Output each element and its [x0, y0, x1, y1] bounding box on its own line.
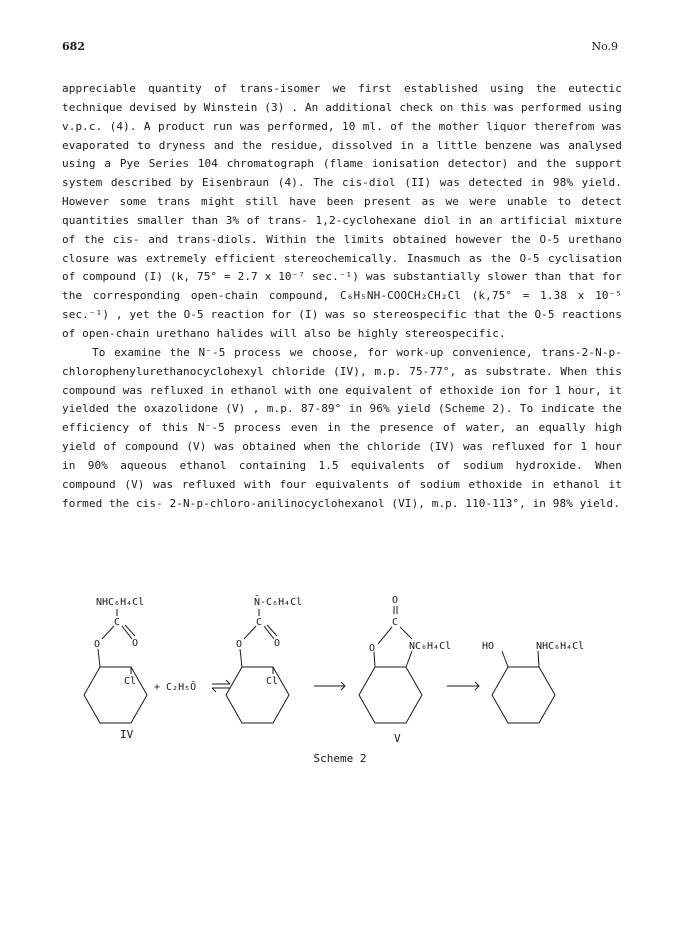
anion-chlorine: Cl	[266, 676, 279, 687]
anion-carbonyl-carbon: C	[256, 617, 263, 628]
body-text	[62, 80, 622, 513]
label-iv: IV	[120, 728, 134, 741]
v-substituent: NC₆H₄Cl	[409, 641, 452, 652]
page-number: 682	[62, 40, 85, 53]
anion-ester-oxygen: O	[236, 639, 243, 650]
ring-v	[359, 667, 422, 723]
journal-issue: No.9	[591, 40, 618, 53]
ring-anion	[226, 667, 289, 723]
v-carbonyl-carbon: C	[392, 617, 399, 628]
iv-carbonyl-oxygen: O	[132, 638, 139, 649]
paragraph-2: To examine the N⁻-5 process we choose, for work-up convenience, trans-2-N-p-chlorophenylurethanocyclohexyl chloride (IV), m.p. 75-77°, as substrate. When this compound was refluxed in ethanol with one equivalent of ethoxide ion for 1 hour, it yielded the oxazolidone (V) , m.p. 87-89° in 96% yield (Scheme 2). To indicate the efficiency of this N⁻-5 process even in the presence of water, an equally high yield of compound (V) was obtained when the chloride (IV) was refluxed for 1 hour in 90% aqueous ethanol containing 1.5 equivalents of sodium hydroxide. When compound (V) was refluxed with four equivalents of sodium ethoxide in ethanol it formed the cis- 2-N-p-chloro-anilinocyclohexanol (VI), m.p. 110-113°, in 98% yield.	[62, 345, 622, 510]
anion-substituent: N̄-C₆H₄Cl	[254, 597, 303, 608]
iv-carbonyl-carbon: C	[114, 617, 121, 628]
ring-vi	[492, 667, 555, 723]
iv-substituent: NHC₆H₄Cl	[96, 597, 145, 608]
ring-iv	[84, 667, 147, 723]
vi-hydroxyl: HO	[482, 641, 495, 652]
vi-substituent: NHC₆H₄Cl	[536, 641, 585, 652]
ethoxide-reagent: + C₂H₅Ō	[154, 682, 197, 693]
v-ring-oxygen: O	[369, 643, 376, 654]
iv-ester-oxygen: O	[94, 639, 101, 650]
anion-carbonyl-oxygen: O	[274, 638, 281, 649]
scheme-caption: Scheme 2	[313, 752, 367, 765]
v-carbonyl-oxygen: O	[392, 595, 399, 606]
label-v: V	[394, 732, 401, 745]
iv-chlorine: Cl	[124, 676, 137, 687]
paragraph-1: appreciable quantity of trans-isomer we first established using the eutectic technique devised by Winstein (3) . An additional check on this was performed using v.p.c. (4). A product run was performed, 10 ml. of the mother liquor therefrom was evaporated to dryness and the residue, dissolved in a little benzene was analysed using a Pye Series 104 chromatograph (flame ionisation detector) and the support system described by Eisenbraun (4). The cis-diol (II) was detected in 98% yield. However some trans might still have been present as we were unable to detect quantities smaller than 3% of trans- 1,2-cyclohexane diol in an artificial mixture of the cis- and trans-diols. Within the limits obtained however the O-5 urethano closure was extremely efficient stereochemically. Inasmuch as the O-5 cyclisation of compound (I) (k, 75° = 2.7 x 10⁻⁷ sec.⁻¹) was substantially slower than that for the corresponding open-chain compound, C₆H₅NH-COOCH₂CH₂Cl (k,75° = 1.38 x 10⁻⁵ sec.⁻¹) , yet the O-5 reaction for (I) was so stereospecific that the O-5 reactions of open-chain urethano halides will also be highly stereospecific.	[62, 82, 622, 340]
